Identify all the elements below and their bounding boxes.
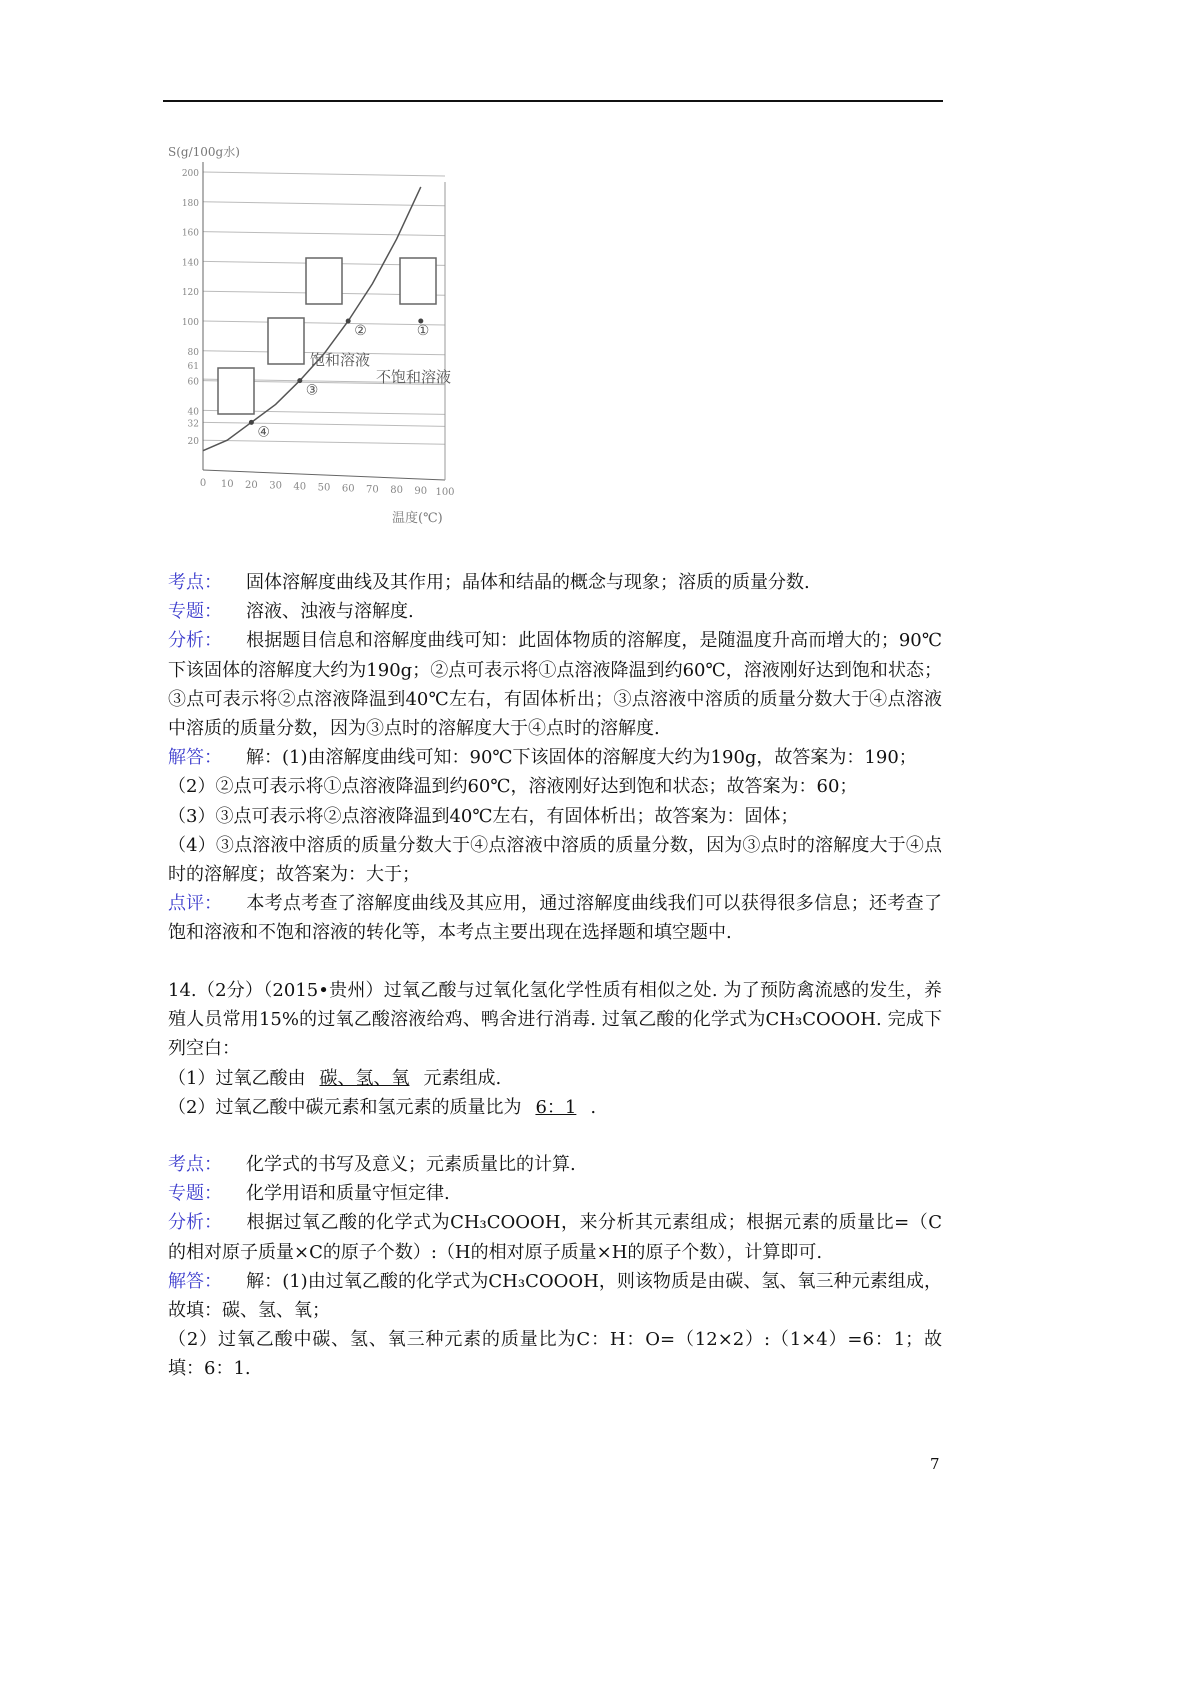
kaodian-label: 考点： [168,1154,222,1175]
q14-part2: （2）过氧乙酸中碳元素和氢元素的质量比为 [168,1096,522,1118]
x-tick-label: 40 [293,481,307,493]
q14-answer2: 6：1 [535,1096,577,1118]
jieda-text: 解：(1)由过氧乙酸的化学式为CH₃COOOH，则该物质是由碳、氢、氧三种元素组成，故填：碳、氢、氧； [168,1270,942,1322]
question-14 [168,976,942,1122]
jieda-line-4: （4）③点溶液中溶质的质量分数大于④点溶液中溶质的质量分数，因为③点时的溶解度大于④点时的溶解度；故答案为：大于； [168,834,942,886]
kaodian-text: 固体溶解度曲线及其作用；晶体和结晶的概念与现象；溶质的质量分数. [246,572,810,593]
y-tick-label: 160 [181,228,199,239]
jieda-line-3: （3）③点可表示将②点溶液降温到40℃左右，有固体析出；故答案为：固体； [168,805,799,827]
data-point [249,420,254,425]
x-tick-label: 10 [220,478,234,490]
beaker-icon [268,318,304,364]
x-tick-label: 0 [199,478,207,489]
kaodian-label: 考点： [168,572,222,593]
y-tick-label: 140 [181,258,199,269]
y-tick-label: 200 [181,169,199,179]
jieda-label: 解答： [168,747,222,769]
y-tick-label: 80 [187,347,199,358]
point-label: ③ [305,382,319,399]
y-tick-label: 20 [187,437,199,448]
zhuanti-text: 化学用语和质量守恒定律. [246,1183,450,1205]
gridline [203,422,445,426]
q13-analysis [168,568,942,948]
x-axis [203,470,445,480]
x-tick-label: 20 [245,479,258,491]
x-tick-label: 90 [414,486,428,498]
jieda-text: 解：(1)由溶解度曲线可知：90℃下该固体的溶解度大约为190g，故答案为：190； [246,747,917,769]
zhuanti-label: 专题： [168,601,222,623]
y-tick-label: 180 [181,198,199,209]
data-point [346,319,351,324]
jieda-line-2: （2）过氧乙酸中碳、氢、氧三种元素的质量比为C：H：O=（12×2）:（1×4）=6：1；故填：6：1. [168,1329,942,1380]
x-tick-label: 60 [341,483,355,495]
zhuanti-label: 专题： [168,1183,222,1205]
q14-stem: 14.（2分）（2015•贵州）过氧乙酸与过氧化氢化学性质有相似之处. 为了预防禽流感的发生，养殖人员常用15%的过氧乙酸溶液给鸡、鸭舍进行消毒. 过氧乙酸的化学式为CH₃COOOH. 完成下列空白： [168,980,942,1060]
fenxi-text: 根据题目信息和溶解度曲线可知：此固体物质的溶解度，是随温度升高而增大的；90℃下该固体的溶解度大约为190g；②点可表示将①点溶液降温到约60℃，溶液刚好达到饱和状态；③点可表示将②点溶液降温到40℃左右，有固体析出；③点溶液中溶质的质量分数大于④点溶液中溶质的质量分数，因为③点时的溶解度大于④点时的溶解度. [168,630,942,740]
kaodian-text: 化学式的书写及意义；元素质量比的计算. [246,1154,576,1175]
solubility-chart [160,140,480,540]
x-tick-label: 30 [269,480,282,492]
q14-part2-end: . [590,1096,597,1118]
beaker-icon [306,258,342,304]
fenxi-label: 分析： [168,1212,222,1234]
y-tick-label: 32 [187,419,199,430]
point-label: ① [416,323,430,339]
y-tick-label: 40 [187,407,199,418]
annotation-unsaturated: 不饱和溶液 [376,368,452,386]
jieda-line-2: （2）②点可表示将①点溶液降温到约60℃，溶液刚好达到饱和状态；故答案为：60； [168,776,858,798]
x-tick-label: 70 [366,484,379,496]
fenxi-text: 根据过氧乙酸的化学式为CH₃COOOH，来分析其元素组成；根据元素的质量比=（C的相对原子质量×C的原子个数）:（H的相对原子质量×H的原子个数），计算即可. [168,1212,942,1263]
q14-part1: （1）过氧乙酸由 [168,1067,306,1089]
y-tick-label: 60 [187,377,199,388]
point-label: ④ [257,424,270,441]
y-tick-label: 120 [181,288,199,299]
x-tick-label: 100 [435,487,455,498]
fenxi-label: 分析： [168,630,222,652]
y-axis-label: S(g/100g水) [168,145,240,159]
zhuanti-text: 溶液、浊液与溶解度. [246,601,414,623]
x-tick-label: 80 [390,485,403,497]
q14-analysis [168,1150,942,1384]
annotation-saturated: 饱和溶液 [310,351,371,369]
q14-part1-end: 元素组成. [423,1067,502,1089]
gridline [203,440,445,444]
gridline [203,202,445,206]
q14-answer1: 碳、氢、氧 [319,1067,410,1089]
dianping-label: 点评： [168,893,222,915]
point-label: ② [354,323,367,339]
data-point [297,378,302,383]
page-number: 7 [930,1455,940,1473]
x-axis-label: 温度(℃) [392,511,443,526]
y-tick-label: 100 [181,318,199,328]
dianping-text: 本考点考查了溶解度曲线及其应用，通过溶解度曲线我们可以获得很多信息；还考查了饱和溶液和不饱和溶液的转化等，本考点主要出现在选择题和填空题中. [168,893,942,944]
x-tick-label: 50 [317,482,331,494]
beaker-icon [400,258,436,304]
beaker-icon [218,368,254,414]
gridline [203,232,445,236]
gridline [203,321,445,325]
y-tick-label: 61 [187,362,199,373]
gridline [203,172,445,176]
header-rule [163,100,943,102]
jieda-label: 解答： [168,1270,222,1292]
